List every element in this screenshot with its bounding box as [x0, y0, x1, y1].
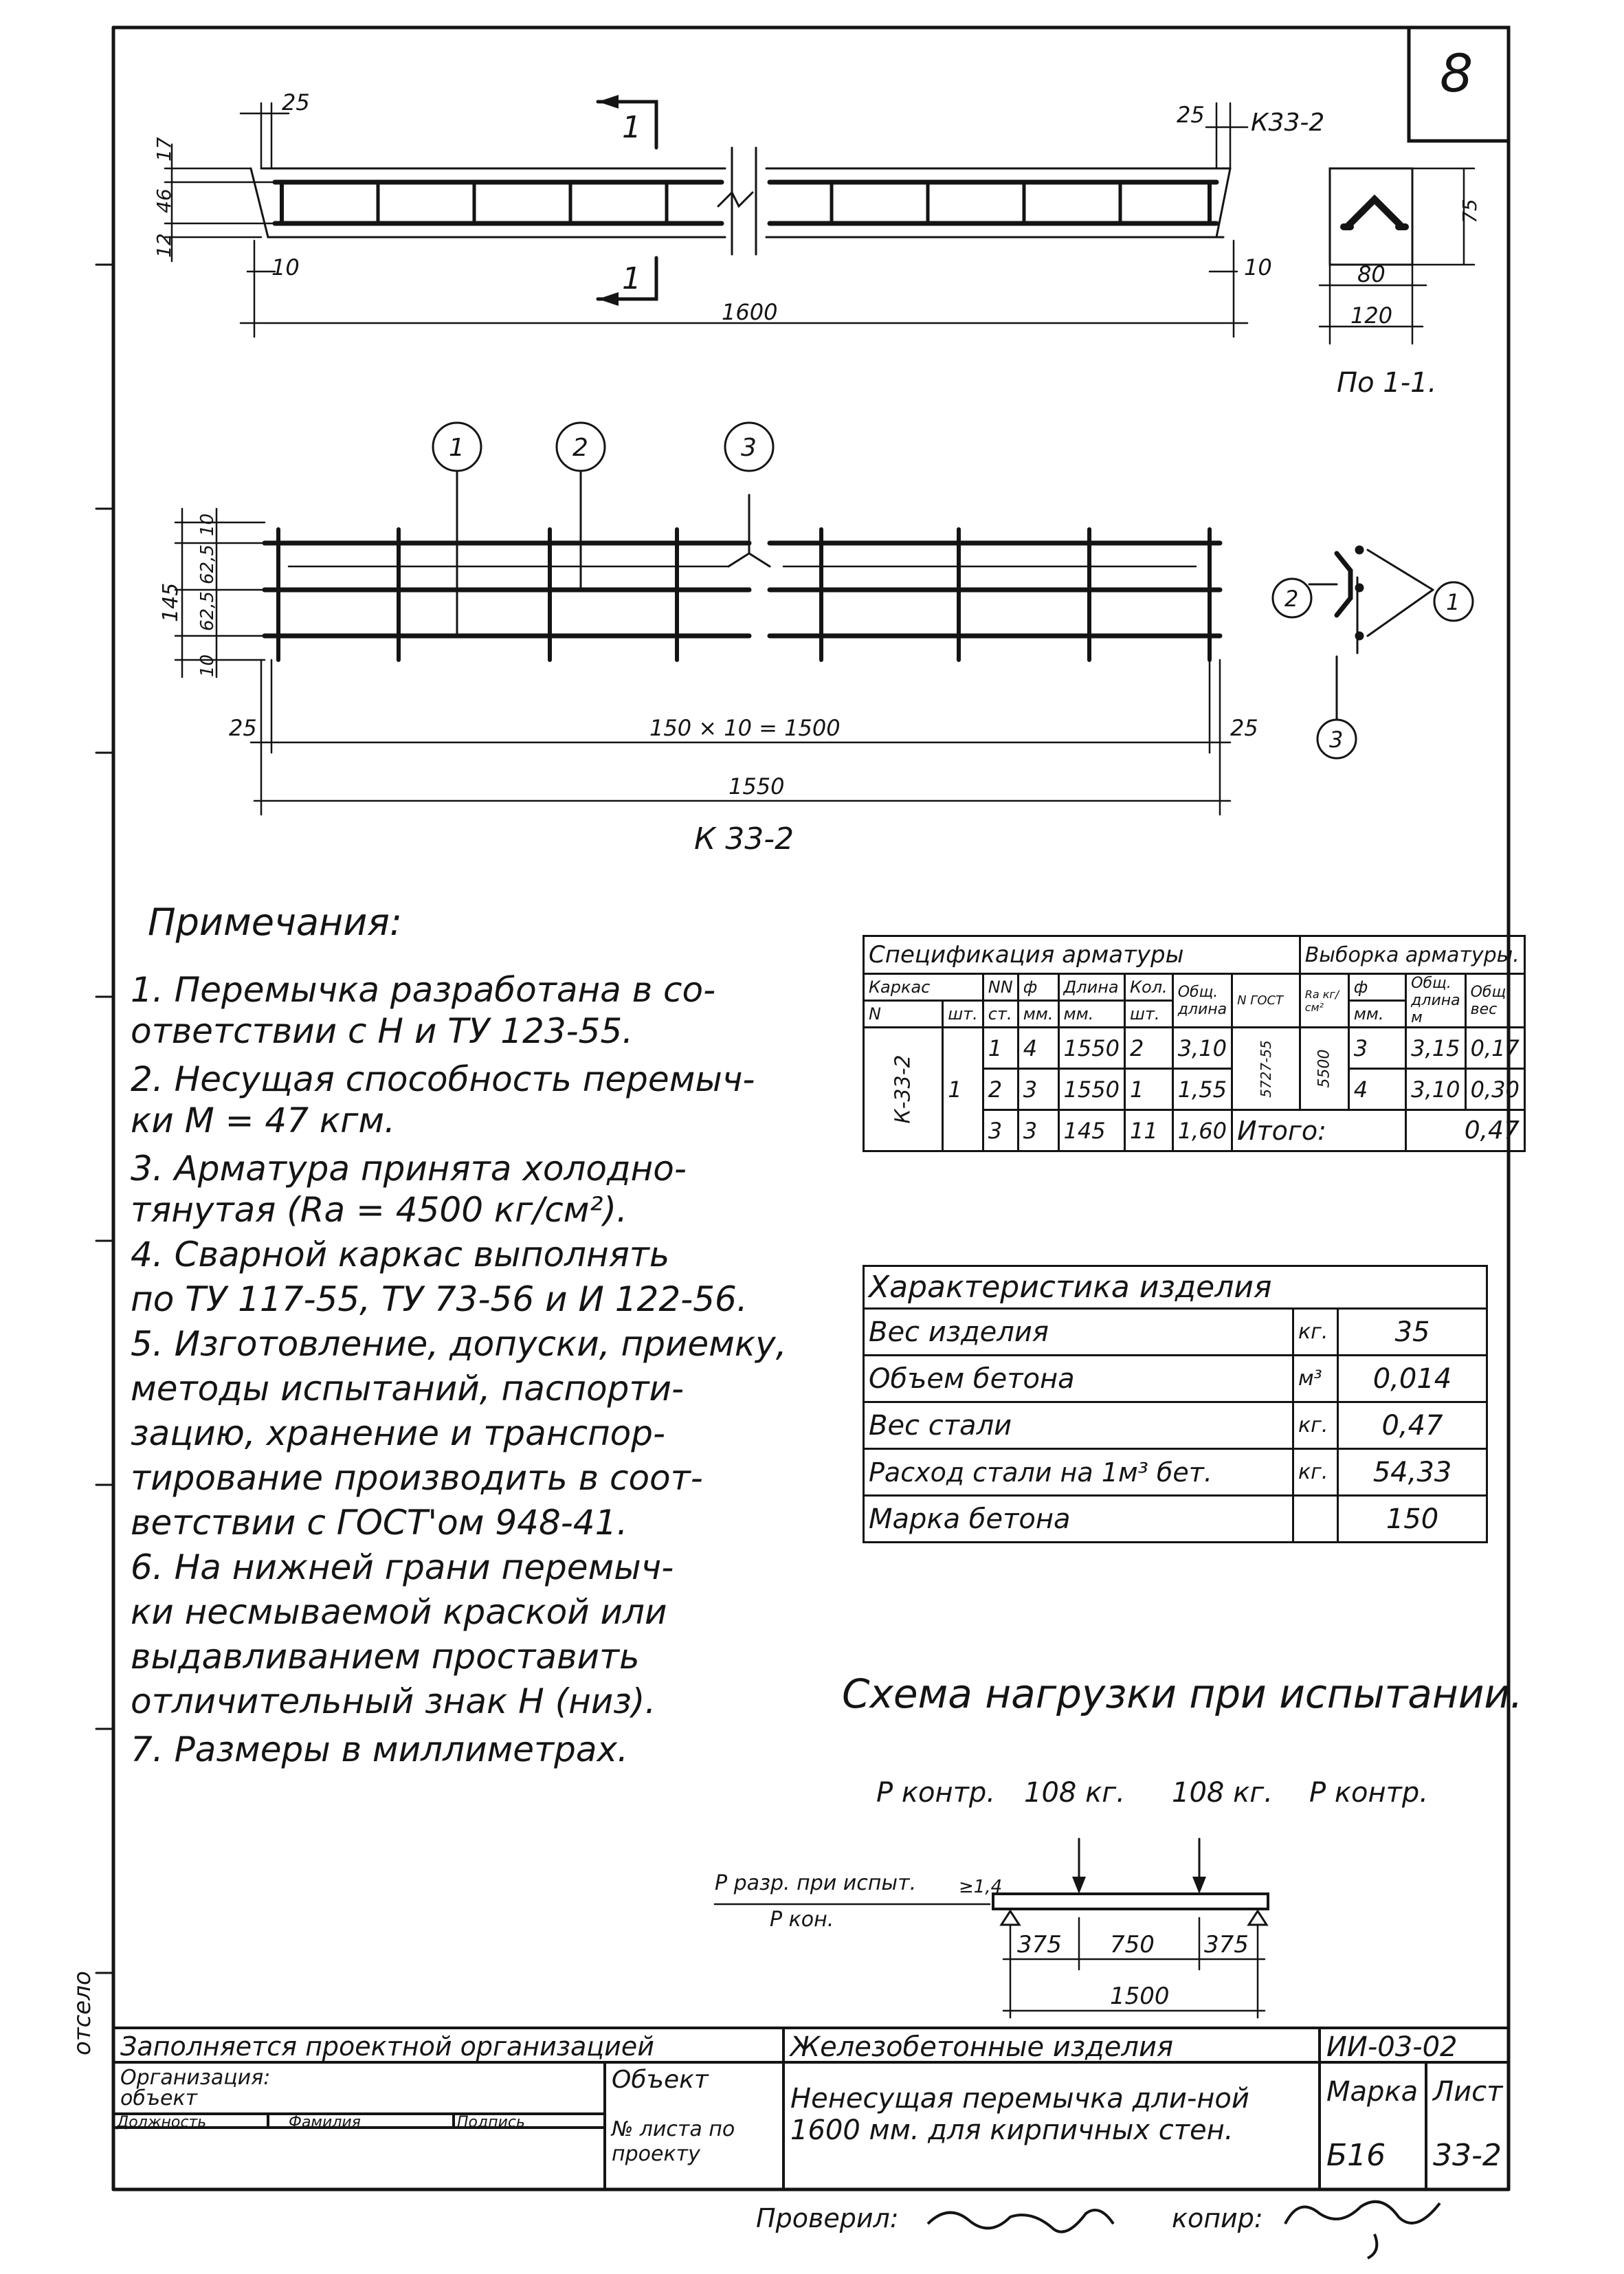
- hdr-karkas: Каркас: [864, 974, 983, 1001]
- section-dim-120: 120: [1350, 302, 1393, 329]
- karkas-name-text: К-33-2: [891, 1055, 915, 1124]
- note-line: 2. Несущая способность перемыч-: [131, 1059, 755, 1099]
- sheet-label: Лист: [1433, 2076, 1503, 2108]
- top-view-beam: [251, 148, 1230, 254]
- hdr-phi: ф: [1018, 974, 1058, 1001]
- series-label: ИИ-03-02: [1326, 2031, 1458, 2063]
- hdr-st: ст.: [983, 1001, 1018, 1028]
- hdr-sel-phi: ф: [1348, 974, 1405, 1001]
- note-line: 5. Изготовление, допуски, приемку,: [131, 1324, 787, 1364]
- char-row-value: 54,33: [1338, 1449, 1487, 1496]
- characteristics-table: [863, 1265, 1488, 1543]
- note-line: тянутая (Ra = 4500 кг/см²).: [131, 1190, 627, 1230]
- cage-mark-label: К33-2: [1251, 109, 1325, 137]
- spec-row-length: 1550: [1058, 1069, 1124, 1110]
- section-mark-bottom: 1: [622, 261, 641, 296]
- hdr-qty: Кол.: [1124, 974, 1172, 1001]
- p-control-left: Р контр.: [876, 1777, 996, 1809]
- note-line: выдавливанием проставить: [131, 1637, 640, 1677]
- note-line: методы испытаний, паспорти-: [131, 1369, 685, 1409]
- spec-title: Спецификация арматуры: [864, 936, 1300, 974]
- hdr-gost: N ГОСТ: [1232, 974, 1300, 1028]
- char-row-unit: [1293, 1496, 1338, 1543]
- load-right: 108 кг.: [1172, 1777, 1273, 1809]
- spec-row-total: 1,55: [1172, 1069, 1232, 1110]
- section-dim-75: 75: [1458, 199, 1481, 223]
- copied-label: копир:: [1172, 2203, 1263, 2233]
- mark-label: Марка: [1326, 2076, 1419, 2108]
- spec-row-phi: 3: [1018, 1110, 1058, 1151]
- spec-row-qty: 11: [1124, 1110, 1172, 1151]
- section-1-1: [1320, 168, 1474, 344]
- position-3-label: 3: [741, 434, 757, 462]
- ra-value-text: 5500: [1315, 1049, 1333, 1088]
- dim-17: 17: [153, 137, 175, 162]
- plan-dim-1550: 1550: [728, 773, 785, 799]
- position-label: Должность: [117, 2114, 207, 2131]
- sel-row-phi: 3: [1348, 1028, 1405, 1069]
- dim-10-left: 10: [271, 254, 300, 280]
- top-view-dims: [165, 103, 1247, 337]
- note-line: ки М = 47 кгм.: [131, 1101, 396, 1140]
- char-row-name: Расход стали на 1м³ бет.: [864, 1449, 1293, 1496]
- hdr-length: Длина: [1058, 974, 1124, 1001]
- hdr-nn: NN: [983, 974, 1018, 1001]
- sel-row-weight: 0,17: [1465, 1028, 1524, 1069]
- plan-cage: [265, 495, 1220, 660]
- spec-table: [863, 935, 1526, 1152]
- char-row-value: 0,014: [1338, 1356, 1487, 1402]
- description: Ненесущая перемычка дли-ной 1600 мм. для кирпичных стен.: [790, 2083, 1249, 2146]
- spec-row-phi: 4: [1018, 1028, 1058, 1069]
- plan-dim-10-bottom: 10: [197, 654, 218, 677]
- plan-dim-spacing: 150 × 10 = 1500: [649, 715, 841, 741]
- sel-row-length: 3,10: [1406, 1069, 1465, 1110]
- karkas-count: 1: [943, 1028, 983, 1151]
- plan-dim-62-5-a: 62,5: [197, 544, 218, 584]
- plan-dim-145: 145: [159, 582, 183, 622]
- spec-row-qty: 2: [1124, 1028, 1172, 1069]
- plan-dim-10-top: 10: [197, 513, 218, 536]
- gost-value: [1232, 1028, 1300, 1110]
- dim-25-right: 25: [1177, 102, 1205, 128]
- checked-signature: [921, 2189, 1127, 2251]
- section-mark-top: 1: [622, 110, 641, 145]
- spec-row-phi: 3: [1018, 1069, 1058, 1110]
- ratio-numerator: Р разр. при испыт.: [715, 1871, 917, 1895]
- spec-row-nn: 2: [983, 1069, 1018, 1110]
- note-line: тирование производить в соот-: [131, 1458, 703, 1498]
- ra-value: [1300, 1028, 1348, 1110]
- hdr-sel-mm: мм.: [1348, 1001, 1405, 1028]
- spec-row-nn: 3: [983, 1110, 1018, 1151]
- note-line: по ТУ 117-55, ТУ 73-56 и И 122-56.: [131, 1279, 748, 1319]
- sheet-no-label: № листа по проекту: [612, 2117, 735, 2166]
- org-label: Организация:: [120, 2066, 271, 2090]
- plan-dim-25-left: 25: [229, 715, 257, 741]
- span-750: 750: [1110, 1931, 1155, 1958]
- char-row-unit: кг.: [1293, 1449, 1338, 1496]
- span-375-right: 375: [1204, 1931, 1249, 1958]
- karkas-name: [864, 1028, 943, 1151]
- span-375-left: 375: [1017, 1931, 1062, 1958]
- plan-leaders: [457, 471, 581, 636]
- load-left: 108 кг.: [1024, 1777, 1125, 1809]
- hdr-total-length: Общ. длина: [1172, 974, 1232, 1028]
- p-control-right: Р контр.: [1309, 1777, 1429, 1809]
- spec-row-total: 3,10: [1172, 1028, 1232, 1069]
- char-row-unit: кг.: [1293, 1402, 1338, 1449]
- sheet-value: 33-2: [1433, 2138, 1502, 2173]
- selection-title: Выборка арматуры.: [1300, 936, 1524, 974]
- load-scheme-title: Схема нагрузки при испытании.: [842, 1670, 1523, 1717]
- notes-title: Примечания:: [148, 901, 403, 944]
- spec-row-length: 1550: [1058, 1028, 1124, 1069]
- margin-ticks: [96, 265, 113, 1973]
- total-value: 0,47: [1406, 1110, 1525, 1151]
- spec-row-length: 145: [1058, 1110, 1124, 1151]
- char-row-value: 35: [1338, 1309, 1487, 1356]
- section-dim-80: 80: [1357, 261, 1386, 287]
- position-1-label: 1: [449, 434, 465, 462]
- sheet-number: 8: [1440, 43, 1473, 104]
- hdr-sht: шт.: [943, 1001, 983, 1028]
- hdr-ra: Ra кг/см²: [1300, 974, 1348, 1028]
- hdr-sel-length: Общ. длина м: [1406, 974, 1465, 1028]
- dim-10-right: 10: [1244, 254, 1272, 280]
- surname-label: Фамилия: [289, 2114, 361, 2131]
- note-line: отличительный знак Н (низ).: [131, 1681, 656, 1721]
- spec-row-total: 1,60: [1172, 1110, 1232, 1151]
- spec-row-nn: 1: [983, 1028, 1018, 1069]
- signature-label: Подпись: [457, 2114, 525, 2131]
- note-line: зацию, хранение и транспор-: [131, 1413, 666, 1453]
- span-total-1500: 1500: [1110, 1983, 1170, 2010]
- char-row-unit: м³: [1293, 1356, 1338, 1402]
- plan-dim-62-5-b: 62,5: [197, 591, 218, 631]
- note-line: 4. Сварной каркас выполнять: [131, 1235, 670, 1274]
- section-label: По 1-1.: [1337, 367, 1437, 399]
- hdr-sel-weight: Общ. вес: [1465, 974, 1524, 1028]
- hdr-mm: мм.: [1018, 1001, 1058, 1028]
- hdr-n: N: [864, 1001, 943, 1028]
- cross-detail: [1273, 546, 1473, 758]
- ratio-denominator: Р кон.: [770, 1908, 834, 1932]
- plan-dim-25-right: 25: [1230, 715, 1258, 741]
- note-line: ветствии с ГОСТ'ом 948-41.: [131, 1503, 628, 1543]
- detail-position-3: 3: [1329, 727, 1344, 753]
- char-title: Характеристика изделия: [864, 1266, 1487, 1309]
- ratio-value: ≥1,4: [959, 1877, 1003, 1897]
- detail-position-2: 2: [1284, 586, 1299, 612]
- note-line: 1. Перемычка разработана в со-: [131, 970, 716, 1010]
- sel-row-weight: 0,30: [1465, 1069, 1524, 1110]
- object-header: Объект: [612, 2066, 709, 2094]
- dim-1600: 1600: [722, 299, 778, 325]
- char-row-value: 0,47: [1338, 1402, 1487, 1449]
- plan-dims: [175, 509, 1230, 815]
- note-line: ответствии с Н и ТУ 123-55.: [131, 1011, 634, 1051]
- mark-value: Б16: [1326, 2138, 1386, 2173]
- char-row-name: Вес стали: [864, 1402, 1293, 1449]
- note-line: ки несмываемой краской или: [131, 1592, 667, 1632]
- total-label: Итого:: [1232, 1110, 1406, 1151]
- note-line: 3. Арматура принята холодно-: [131, 1149, 687, 1189]
- dim-12: 12: [153, 233, 175, 258]
- checked-label: Проверил:: [756, 2203, 899, 2233]
- sel-row-phi: 4: [1348, 1069, 1405, 1110]
- object-label: объект: [120, 2086, 198, 2110]
- position-2-label: 2: [572, 434, 588, 462]
- note-line: 6. На нижней грани перемыч-: [131, 1547, 674, 1587]
- char-row-value: 150: [1338, 1496, 1487, 1543]
- hdr-sht-qty: шт.: [1124, 1001, 1172, 1028]
- char-row-name: Объем бетона: [864, 1356, 1293, 1402]
- copied-signature: [1278, 2186, 1457, 2262]
- sel-row-length: 3,15: [1406, 1028, 1465, 1069]
- plan-caption: К 33-2: [694, 821, 794, 857]
- char-row-name: Марка бетона: [864, 1496, 1293, 1543]
- filled-by-label: Заполняется проектной организацией: [120, 2031, 654, 2062]
- char-row-unit: кг.: [1293, 1309, 1338, 1356]
- gost-value-text: 5727-55: [1257, 1039, 1274, 1098]
- hdr-mm-length: мм.: [1058, 1001, 1124, 1028]
- category-label: Железобетонные изделия: [790, 2031, 1174, 2063]
- position-circles: [433, 423, 773, 471]
- note-line: 7. Размеры в миллиметрах.: [131, 1730, 629, 1769]
- dim-46: 46: [153, 188, 175, 213]
- char-row-name: Вес изделия: [864, 1309, 1293, 1356]
- side-stamp: отсело: [69, 1971, 96, 2055]
- dim-25-left: 25: [282, 89, 310, 115]
- spec-row-qty: 1: [1124, 1069, 1172, 1110]
- detail-position-1: 1: [1446, 589, 1460, 615]
